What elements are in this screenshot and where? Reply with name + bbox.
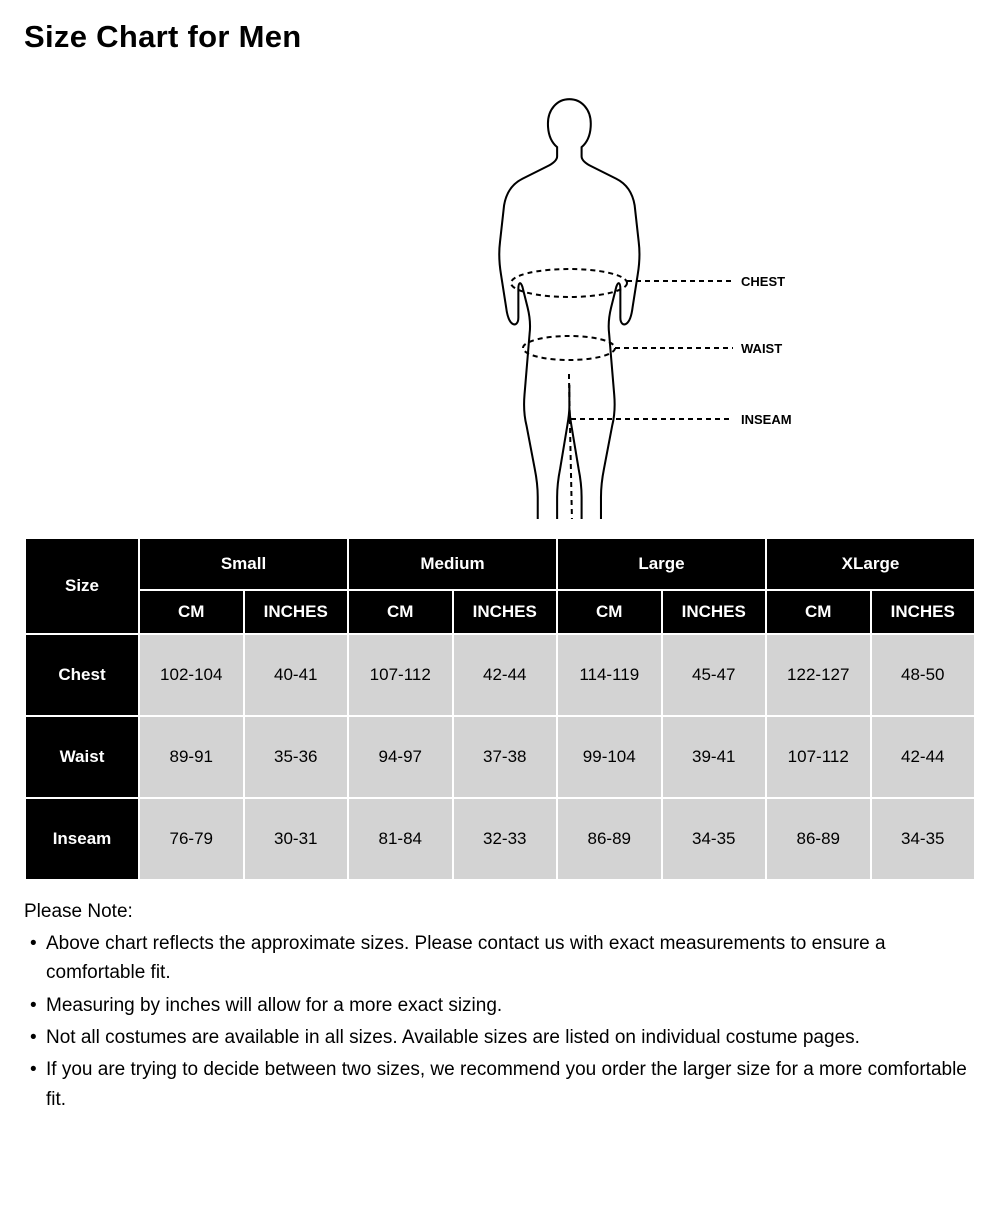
table-row: [25, 798, 975, 880]
table-unit-medium-cm: CM: [348, 590, 453, 634]
table-row: [25, 716, 975, 798]
cell-inseam-small-cm: 76-79: [139, 798, 244, 880]
cell-inseam-large-cm: 86-89: [557, 798, 662, 880]
cell-chest-small-inches: 40-41: [244, 634, 349, 716]
table-header-large: Large: [557, 538, 766, 590]
table-header-xlarge: XLarge: [766, 538, 975, 590]
body-measurement-diagram: [24, 69, 976, 529]
cell-chest-large-cm: 114-119: [557, 634, 662, 716]
size-chart-page: [0, 18, 1000, 1212]
cell-waist-small-cm: 89-91: [139, 716, 244, 798]
table-row: [25, 634, 975, 716]
cell-inseam-small-inches: 30-31: [244, 798, 349, 880]
table-unit-xlarge-cm: CM: [766, 590, 871, 634]
chest-label: CHEST: [741, 274, 786, 290]
list-item: • If you are trying to decide between two sizes, we recommend you order the larger size for a more comfortable fit.: [24, 1055, 976, 1114]
inseam-measure-line: [569, 374, 573, 519]
table-header-row-units: [25, 590, 975, 634]
waist-label: WAIST: [741, 341, 783, 357]
male-figure-svg: [190, 69, 810, 519]
row-label-chest: Chest: [25, 634, 139, 716]
table-unit-xlarge-inches: INCHES: [871, 590, 976, 634]
list-item: • Not all costumes are available in all sizes. Available sizes are listed on individual costume pages.: [24, 1023, 976, 1052]
inseam-label: INSEAM: [741, 412, 792, 428]
table-unit-small-cm: CM: [139, 590, 244, 634]
cell-chest-small-cm: 102-104: [139, 634, 244, 716]
cell-waist-medium-inches: 37-38: [453, 716, 558, 798]
cell-waist-medium-cm: 94-97: [348, 716, 453, 798]
cell-inseam-medium-cm: 81-84: [348, 798, 453, 880]
cell-inseam-xlarge-inches: 34-35: [871, 798, 976, 880]
cell-waist-xlarge-inches: 42-44: [871, 716, 976, 798]
list-item: • Measuring by inches will allow for a more exact sizing.: [24, 991, 976, 1020]
notes-list: [24, 929, 976, 1115]
table-corner-size-label: Size: [25, 538, 139, 634]
cell-chest-xlarge-inches: 48-50: [871, 634, 976, 716]
chest-measure-ellipse: [511, 269, 627, 297]
figure-outline: [499, 99, 639, 519]
cell-chest-medium-cm: 107-112: [348, 634, 453, 716]
table-unit-large-inches: INCHES: [662, 590, 767, 634]
table-unit-large-cm: CM: [557, 590, 662, 634]
cell-inseam-medium-inches: 32-33: [453, 798, 558, 880]
table-header-small: Small: [139, 538, 348, 590]
cell-inseam-large-inches: 34-35: [662, 798, 767, 880]
list-item: • Above chart reflects the approximate sizes. Please contact us with exact measurements to ensure a comfortable fit.: [24, 929, 976, 988]
cell-chest-medium-inches: 42-44: [453, 634, 558, 716]
cell-waist-large-inches: 39-41: [662, 716, 767, 798]
waist-measure-ellipse: [523, 336, 615, 360]
cell-chest-large-inches: 45-47: [662, 634, 767, 716]
size-table: [24, 537, 976, 881]
page-title: Size Chart for Men: [24, 19, 302, 54]
table-header-medium: Medium: [348, 538, 557, 590]
table-unit-medium-inches: INCHES: [453, 590, 558, 634]
notes-section: [24, 897, 976, 1114]
cell-waist-large-cm: 99-104: [557, 716, 662, 798]
row-label-inseam: Inseam: [25, 798, 139, 880]
cell-waist-xlarge-cm: 107-112: [766, 716, 871, 798]
table-unit-small-inches: INCHES: [244, 590, 349, 634]
table-header-row-sizes: [25, 538, 975, 590]
row-label-waist: Waist: [25, 716, 139, 798]
notes-heading: Please Note:: [24, 901, 133, 923]
cell-chest-xlarge-cm: 122-127: [766, 634, 871, 716]
cell-waist-small-inches: 35-36: [244, 716, 349, 798]
cell-inseam-xlarge-cm: 86-89: [766, 798, 871, 880]
